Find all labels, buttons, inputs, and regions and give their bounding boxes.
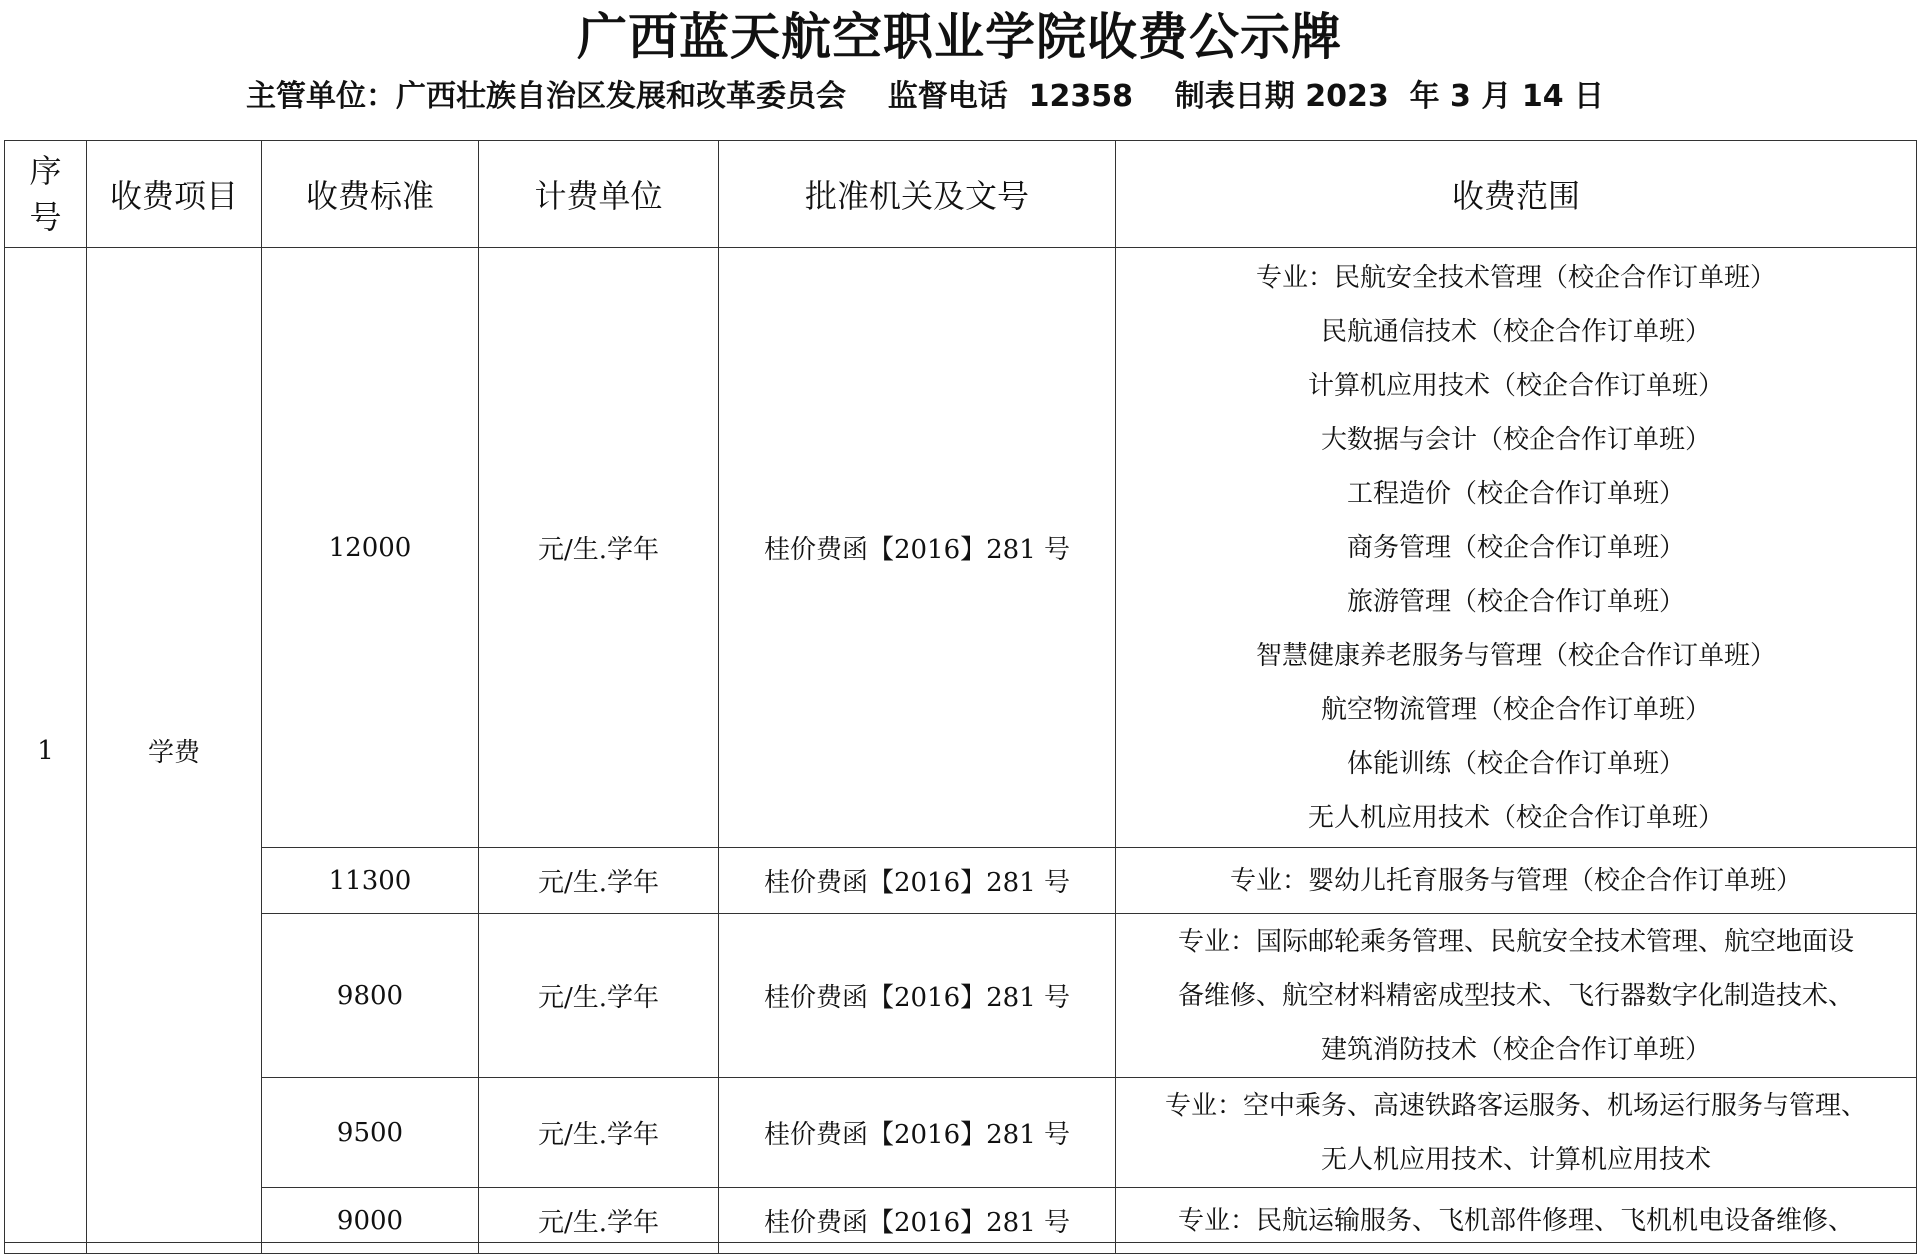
header-seq-bottom: 号: [29, 198, 62, 236]
scope-line: 商务管理（校企合作订单班）: [1346, 532, 1685, 563]
page-title: 广西蓝天航空职业学院收费公示牌: [577, 8, 1342, 66]
scope-line: 建筑消防技术（校企合作订单班）: [1320, 1034, 1711, 1065]
approval-cell: 桂价费函【2016】281 号: [719, 1188, 1116, 1254]
header-scope: 收费范围: [1116, 141, 1917, 248]
table-row: [5, 1188, 1917, 1254]
scope-line: 无人机应用技术、计算机应用技术: [1320, 1144, 1711, 1175]
table-bottom-border: [4, 1242, 1916, 1243]
header-unit: 计费单位: [479, 141, 719, 248]
standard-cell: 9800: [262, 914, 479, 1078]
scope-line: 智慧健康养老服务与管理（校企合作订单班）: [1255, 640, 1776, 671]
unit-cell: 元/生.学年: [479, 248, 719, 848]
scope-line: 备维修、航空材料精密成型技术、飞行器数字化制造技术、: [1177, 980, 1854, 1011]
fee-table: [4, 140, 1917, 1254]
scope-line: 专业：空中乘务、高速铁路客运服务、机场运行服务与管理、: [1164, 1090, 1867, 1121]
scope-cell: [1116, 1078, 1917, 1188]
unit-cell: 元/生.学年: [479, 1078, 719, 1188]
standard-cell: 9500: [262, 1078, 479, 1188]
unit-cell: 元/生.学年: [479, 1188, 719, 1254]
header-seq: [5, 141, 87, 248]
scope-line: 专业：民航运输服务、飞机部件修理、飞机机电设备维修、: [1177, 1205, 1854, 1236]
scope-line: 大数据与会计（校企合作订单班）: [1320, 424, 1711, 455]
unit-cell: 元/生.学年: [479, 848, 719, 914]
approval-cell: 桂价费函【2016】281 号: [719, 248, 1116, 848]
scope-line: 专业：国际邮轮乘务管理、民航安全技术管理、航空地面设: [1177, 926, 1854, 957]
approval-cell: 桂价费函【2016】281 号: [719, 1078, 1116, 1188]
scope-line: 民航通信技术（校企合作订单班）: [1320, 316, 1711, 347]
scope-cell: [1116, 848, 1917, 914]
scope-line: 专业：婴幼儿托育服务与管理（校企合作订单班）: [1229, 865, 1802, 896]
scope-line: 计算机应用技术（校企合作订单班）: [1307, 370, 1724, 401]
table-header-row: [5, 141, 1917, 248]
scope-cell: [1116, 914, 1917, 1078]
standard-cell: 12000: [262, 248, 479, 848]
header-approval: 批准机关及文号: [719, 141, 1116, 248]
table-row: [5, 248, 1917, 848]
standard-cell: 11300: [262, 848, 479, 914]
header-seq-top: 序: [29, 152, 62, 190]
approval-cell: 桂价费函【2016】281 号: [719, 914, 1116, 1078]
page-subtitle: 主管单位：广西壮族自治区发展和改革委员会 监督电话 12358 制表日期 2023 年 3 月 14 日: [245, 79, 1605, 114]
scope-line: 旅游管理（校企合作订单班）: [1346, 586, 1685, 617]
scope-line: 工程造价（校企合作订单班）: [1346, 478, 1685, 509]
scope-line: 专业：民航安全技术管理（校企合作订单班）: [1255, 262, 1776, 293]
seq-cell: 1: [5, 248, 87, 1254]
standard-cell: 9000: [262, 1188, 479, 1254]
scope-cell: [1116, 1188, 1917, 1254]
scope-cell: [1116, 248, 1917, 848]
approval-cell: 桂价费函【2016】281 号: [719, 848, 1116, 914]
table-row: [5, 848, 1917, 914]
scope-line: 无人机应用技术（校企合作订单班）: [1307, 802, 1724, 833]
scope-line: 航空物流管理（校企合作订单班）: [1320, 694, 1711, 725]
table-row: [5, 1078, 1917, 1188]
header-standard: 收费标准: [262, 141, 479, 248]
header-item: 收费项目: [87, 141, 262, 248]
table-row: [5, 914, 1917, 1078]
scope-line: 体能训练（校企合作订单班）: [1346, 748, 1685, 779]
unit-cell: 元/生.学年: [479, 914, 719, 1078]
item-cell: 学费: [87, 248, 262, 1254]
